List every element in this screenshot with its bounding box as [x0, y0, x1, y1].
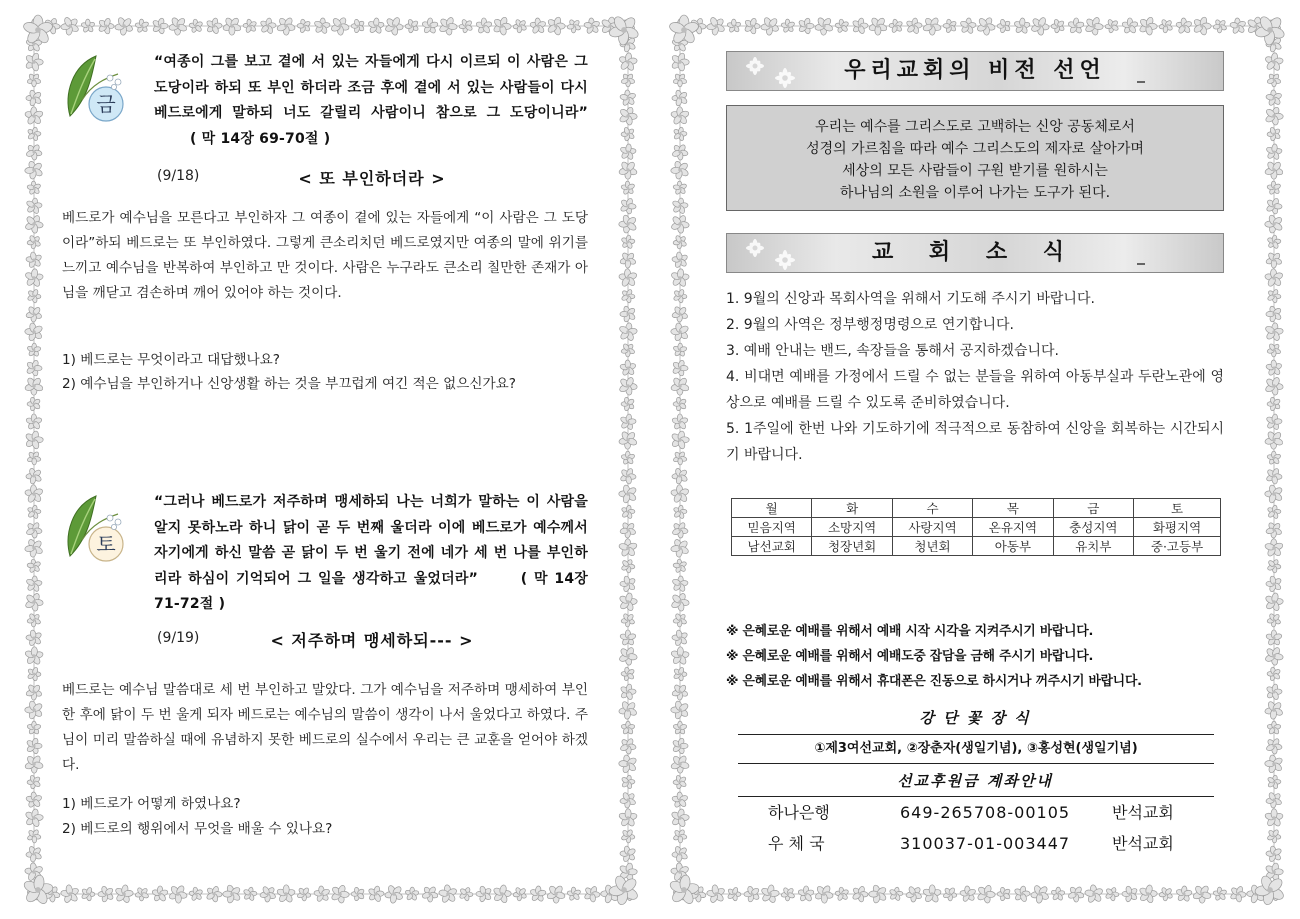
- altar-flowers-heading: 강 단 꽃 장 식: [919, 709, 1031, 727]
- question-item: 2) 예수님을 부인하거나 신앙생활 하는 것을 부끄럽게 여긴 적은 없으신가요?: [62, 376, 517, 392]
- lesson-body-text: 베드로는 예수님 말씀대로 세 번 부인하고 말았다. 그가 예수님을 저주하며 맹세하여 부인한 후에 닭이 두 번 울게 되자 베드로는 예수님의 말씀이 생각이 나서 울었다고 하였다. 주님이 미리 말씀하실 때에 유념하지 못한 베드로의 실수에서 우리는 큰 교훈을 얻어야 하겠다.: [62, 682, 588, 773]
- table-cell: 믿음지역: [732, 518, 812, 537]
- district-schedule-table: [731, 498, 1221, 556]
- table-cell: 유치부: [1053, 537, 1133, 556]
- table-header-row: [732, 499, 1221, 518]
- lesson-title: < 저주하며 맹세하되--- >: [270, 631, 474, 650]
- table-cell: 청년회: [892, 537, 972, 556]
- account-number: 310037-01-003447: [900, 834, 1071, 853]
- account-row: [738, 797, 1214, 828]
- account-list: [738, 796, 1214, 859]
- account-number: 649-265708-00105: [900, 803, 1071, 822]
- scripture-text: “그러나 베드로가 저주하며 맹세하되 나는 너희가 말하는 이 사람을 알지 못하노라 하니 닭이 곧 두 번째 울더라 이에 베드로가 예수께서 자기에게 하신 말씀 곧 닭이 두 번 울기 전에 네가 세 번 나를 부인하리라 하심이 기억되어 그 일을 생각하고 울었더라”: [154, 494, 588, 587]
- vision-line: 우리는 예수를 그리스도로 고백하는 신앙 공동체로서: [815, 119, 1135, 135]
- lesson-date: (9/19): [157, 630, 200, 646]
- question-item: 1) 베드로는 무엇이라고 대답했나요?: [62, 352, 280, 368]
- table-header-cell: 토: [1134, 499, 1221, 518]
- lesson-title: < 또 부인하더라 >: [298, 169, 446, 188]
- table-cell: 사랑지역: [892, 518, 972, 537]
- reminder-item: ※ 은혜로운 예배를 위해서 예배도중 잡담을 금해 주시기 바랍니다.: [726, 649, 1094, 664]
- account-bank: 우 체 국: [768, 834, 825, 853]
- table-header-cell: 월: [732, 499, 812, 518]
- lesson-body-text: 베드로가 예수님을 모른다고 부인하자 그 여종이 곁에 있는 자들에게 “이 사람은 그 도당이라”하되 베드로는 또 부인하였다. 그렇게 큰소리치던 베드로였지만 여종의 말에 위기를 느끼고 예수님을 반복하여 부인하고 만 것이다. 사람은 누구라도 큰소리 칠만한 존재가 아님을 깨닫고 겸손하며 깨어 있어야 하는 것이다.: [62, 210, 588, 301]
- verse-block-friday: [62, 50, 622, 170]
- scripture-text: “여종이 그를 보고 곁에 서 있는 자들에게 다시 이르되 이 사람은 그 도당이라 하되 또 부인 하더라 조금 후에 곁에 서 있는 사람들이 다시 베드로에게 말하되 너도 갈릴리 사람이니 참으로 그 도당이니라”: [154, 54, 588, 121]
- left-page: [22, 14, 640, 906]
- account-bank: 하나은행: [768, 803, 830, 822]
- reminder-item: ※ 은혜로운 예배를 위해서 휴대폰은 진동으로 하시거나 꺼주시기 바랍니다.: [726, 674, 1142, 689]
- table-row: [732, 537, 1221, 556]
- news-banner: [726, 233, 1224, 273]
- vision-statement: [726, 105, 1224, 211]
- account-row: [738, 828, 1214, 859]
- news-item: 3. 예배 안내는 밴드, 속장들을 통해서 공지하겠습니다.: [726, 343, 1059, 359]
- vision-banner: [726, 51, 1224, 91]
- table-cell: 충성지역: [1053, 518, 1133, 537]
- table-cell: 온유지역: [973, 518, 1053, 537]
- news-item: 4. 비대면 예배를 가정에서 드릴 수 없는 분들을 위하여 아동부실과 두란노관에 영상으로 예배를 드릴 수 있도록 준비하였습니다.: [726, 369, 1224, 411]
- lesson-body: [62, 206, 588, 306]
- worship-reminders: [726, 619, 1226, 694]
- table-cell: 중·고등부: [1134, 537, 1221, 556]
- news-list: [726, 286, 1224, 468]
- table-row: [732, 518, 1221, 537]
- day-badge-saturday: [62, 494, 130, 568]
- table-cell: 남선교회: [732, 537, 812, 556]
- news-item: 5. 1주일에 한번 나와 기도하기에 적극적으로 동참하여 신앙을 회복하는 시간되시기 바랍니다.: [726, 421, 1224, 463]
- table-cell: 아동부: [973, 537, 1053, 556]
- lesson-date: (9/18): [157, 168, 200, 184]
- vision-line: 성경의 가르침을 따라 예수 그리스도의 제자로 살아가며: [806, 141, 1144, 157]
- right-page: [668, 14, 1286, 906]
- scripture-quote: [154, 490, 588, 618]
- lesson-header-saturday: [157, 628, 577, 652]
- lesson-header-friday: [157, 166, 577, 190]
- table-cell: 화평지역: [1134, 518, 1221, 537]
- table-header-cell: 수: [892, 499, 972, 518]
- vision-line: 세상의 모든 사람들이 구원 받기를 원하시는: [842, 163, 1108, 179]
- news-title: 교 회 소 식: [872, 240, 1078, 265]
- scripture-quote: [154, 50, 588, 152]
- table-header-cell: 금: [1053, 499, 1133, 518]
- scripture-reference: ( 막 14장 69-70절 ): [190, 130, 331, 147]
- account-holder: 반석교회: [1112, 834, 1174, 853]
- verse-block-saturday: [62, 490, 622, 610]
- account-heading: 선교후원금 계좌안내: [897, 772, 1053, 790]
- question-item: 2) 베드로의 행위에서 무엇을 배울 수 있나요?: [62, 821, 333, 837]
- question-item: 1) 베드로가 어떻게 하였나요?: [62, 796, 241, 812]
- news-item: 1. 9월의 신앙과 목회사역을 위해서 기도해 주시기 바랍니다.: [726, 291, 1095, 307]
- news-item: 2. 9월의 사역은 정부행정명령으로 연기합니다.: [726, 317, 1014, 333]
- lesson-body: [62, 678, 588, 778]
- table-cell: 소망지역: [812, 518, 892, 537]
- table-header-cell: 목: [973, 499, 1053, 518]
- scripture-reference: ( 막 14장 71-72절 ): [154, 570, 589, 612]
- table-header-cell: 화: [812, 499, 892, 518]
- account-holder: 반석교회: [1112, 803, 1174, 822]
- reminder-item: ※ 은혜로운 예배를 위해서 예배 시작 시각을 지켜주시기 바랍니다.: [726, 624, 1094, 639]
- table-cell: 청장년회: [812, 537, 892, 556]
- day-label: 토: [96, 532, 116, 556]
- vision-title: 우리교회의 비전 선언: [844, 58, 1106, 83]
- vision-line: 하나님의 소원을 이루어 나가는 도구가 된다.: [839, 185, 1111, 201]
- day-badge-friday: [62, 54, 130, 128]
- altar-flowers-donors: ①제3여선교회, ②장춘자(생일기념), ③홍성현(생일기념): [738, 734, 1214, 764]
- day-label: 금: [96, 92, 116, 116]
